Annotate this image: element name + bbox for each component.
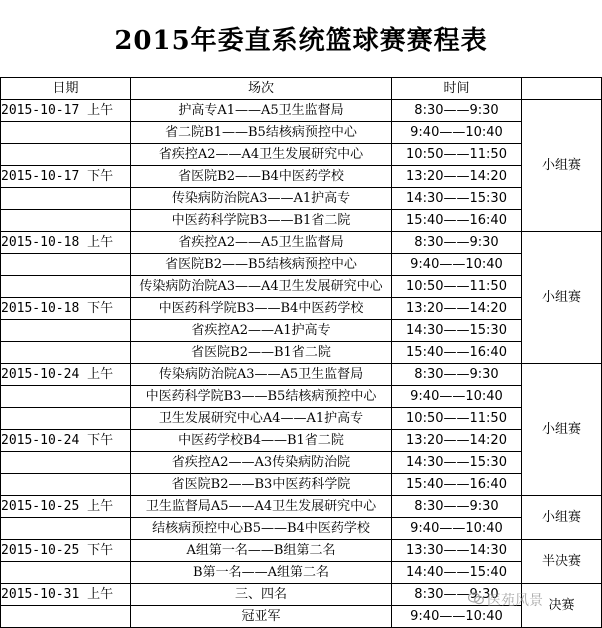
time-cell: 8:30——9:30 [392,364,522,386]
time-cell: 10:50——11:50 [392,276,522,298]
header-time: 时间 [392,78,522,100]
match-cell: 冠亚军 [131,606,392,628]
date-cell [1,342,131,364]
match-cell: 省疾控A2——A4卫生发展研究中心 [131,144,392,166]
stage-cell: 小组赛 [522,100,602,232]
match-cell: A组第一名——B组第二名 [131,540,392,562]
date-cell [1,276,131,298]
time-cell: 13:20——14:20 [392,166,522,188]
time-cell: 13:20——14:20 [392,298,522,320]
date-cell: 2015-10-17 下午 [1,166,131,188]
table-row [1,386,602,408]
date-cell: 2015-10-18 下午 [1,298,131,320]
match-cell: 中医药科学院B3——B4中医药学校 [131,298,392,320]
table-row [1,320,602,342]
table-row [1,188,602,210]
time-cell: 9:40——10:40 [392,122,522,144]
table-row [1,122,602,144]
time-cell: 14:30——15:30 [392,452,522,474]
date-cell [1,518,131,540]
date-cell [1,408,131,430]
table-row [1,430,602,452]
table-row [1,232,602,254]
date-cell [1,320,131,342]
date-cell: 2015-10-24 上午 [1,364,131,386]
match-cell: 省疾控A2——A3传染病防治院 [131,452,392,474]
time-cell: 9:40——10:40 [392,254,522,276]
time-cell: 14:30——15:30 [392,188,522,210]
table-row [1,254,602,276]
match-cell: 卫生监督局A5——A4卫生发展研究中心 [131,496,392,518]
date-cell [1,122,131,144]
watermark-text: 医苑风景 [487,593,543,609]
date-cell [1,188,131,210]
stage-cell: 决赛 [522,584,602,628]
date-cell [1,562,131,584]
time-cell: 13:30——14:30 [392,540,522,562]
date-cell [1,452,131,474]
time-cell: 9:40——10:40 [392,518,522,540]
time-cell: 14:30——15:30 [392,320,522,342]
time-cell: 10:50——11:50 [392,408,522,430]
match-cell: 省二院B1——B5结核病预控中心 [131,122,392,144]
match-cell: 省医院B2——B4中医药学校 [131,166,392,188]
match-cell: 省疾控A2——A5卫生监督局 [131,232,392,254]
time-cell: 9:40——10:40 [392,606,522,628]
time-cell: 10:50——11:50 [392,144,522,166]
date-cell [1,144,131,166]
table-row [1,408,602,430]
table-row [1,210,602,232]
table-row [1,540,602,562]
header-stage [522,78,602,100]
match-cell: 省疾控A2——A1护高专 [131,320,392,342]
time-cell: 15:40——16:40 [392,210,522,232]
date-cell [1,474,131,496]
stage-cell: 小组赛 [522,496,602,540]
match-cell: 省医院B2——B3中医药科学院 [131,474,392,496]
table-row [1,298,602,320]
header-match: 场次 [131,78,392,100]
table-row [1,496,602,518]
match-cell: 卫生发展研究中心A4——A1护高专 [131,408,392,430]
match-cell: 中医药学校B4——B1省二院 [131,430,392,452]
time-cell: 13:20——14:20 [392,430,522,452]
date-cell [1,386,131,408]
table-row [1,144,602,166]
match-cell: 三、四名 [131,584,392,606]
match-cell: 传染病防治院A3——A1护高专 [131,188,392,210]
table-row [1,342,602,364]
match-cell: 省医院B2——B1省二院 [131,342,392,364]
table-row [1,364,602,386]
date-cell [1,210,131,232]
date-cell: 2015-10-25 上午 [1,496,131,518]
match-cell: 中医药科学院B3——B1省二院 [131,210,392,232]
match-cell: 中医药科学院B3——B5结核病预控中心 [131,386,392,408]
table-row [1,518,602,540]
date-cell: 2015-10-25 下午 [1,540,131,562]
match-cell: 传染病防治院A3——A5卫生监督局 [131,364,392,386]
header-row [1,78,602,100]
time-cell: 9:40——10:40 [392,386,522,408]
time-cell: 14:40——15:40 [392,562,522,584]
schedule-table [0,77,602,628]
table-row [1,276,602,298]
watermark [468,590,543,610]
date-cell: 2015-10-18 上午 [1,232,131,254]
match-cell: 护高专A1——A5卫生监督局 [131,100,392,122]
table-row [1,474,602,496]
date-cell [1,254,131,276]
match-cell: 传染病防治院A3——A4卫生发展研究中心 [131,276,392,298]
stage-cell: 小组赛 [522,232,602,364]
table-row [1,100,602,122]
time-cell: 8:30——9:30 [392,496,522,518]
time-cell: 8:30——9:30 [392,584,522,606]
wechat-logo-icon [468,592,484,609]
date-cell [1,606,131,628]
header-date: 日期 [1,78,131,100]
match-cell: 结核病预控中心B5——B4中医药学校 [131,518,392,540]
time-cell: 8:30——9:30 [392,232,522,254]
match-cell: B第一名——A组第二名 [131,562,392,584]
time-cell: 8:30——9:30 [392,100,522,122]
page-title: 2015年委直系统篮球赛赛程表 [114,25,488,56]
date-cell: 2015-10-17 上午 [1,100,131,122]
table-row [1,452,602,474]
date-cell: 2015-10-24 下午 [1,430,131,452]
date-cell: 2015-10-31 上午 [1,584,131,606]
time-cell: 15:40——16:40 [392,474,522,496]
table-row [1,562,602,584]
match-cell: 省医院B2——B5结核病预控中心 [131,254,392,276]
time-cell: 15:40——16:40 [392,342,522,364]
stage-cell: 小组赛 [522,364,602,496]
table-row [1,166,602,188]
stage-cell: 半决赛 [522,540,602,584]
